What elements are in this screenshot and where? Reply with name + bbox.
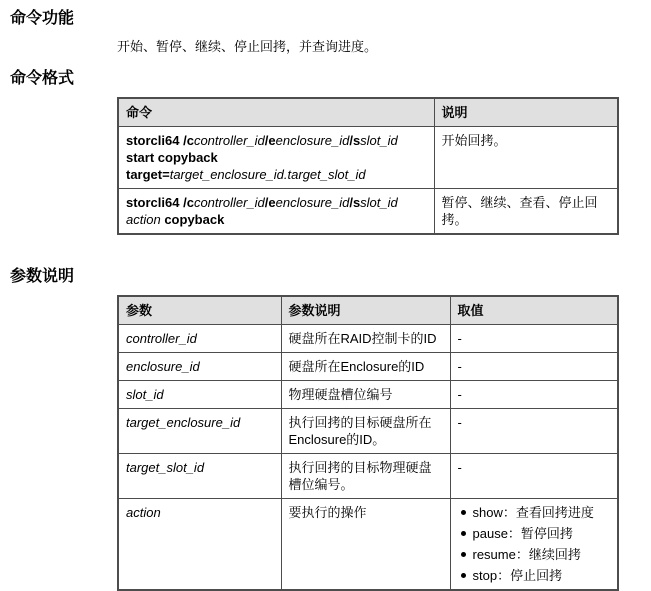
parameter-name-cell: [118, 353, 281, 381]
command-line: [126, 194, 427, 211]
parameter-desc-cell: 物理硬盘槽位编号: [281, 381, 450, 409]
parameter-name-cell: [118, 499, 281, 591]
parameter-desc-cell: 要执行的操作: [281, 499, 450, 591]
command-segment: action: [126, 212, 161, 227]
command-function-text: 开始、暂停、继续、停止回拷，并查询进度。: [117, 39, 378, 54]
command-segment: /e: [264, 195, 276, 210]
parameter-table-body: [118, 325, 618, 591]
command-description-cell: 暂停、继续、查看、停止回拷。: [434, 189, 618, 235]
parameter-value-cell: [450, 499, 618, 591]
parameter-desc-cell: 执行回拷的目标物理硬盘槽位编号。: [281, 454, 450, 499]
parameter-table-row: [118, 325, 618, 353]
parameter-name: action: [126, 505, 161, 520]
command-segment: controller_id: [193, 133, 265, 148]
command-segment: /s: [349, 195, 361, 210]
command-segment: copyback: [164, 212, 225, 227]
command-cell: [118, 127, 434, 189]
parameter-name: controller_id: [126, 331, 197, 346]
value-list-item: resume：继续回拷: [458, 546, 611, 563]
parameter-value-cell: -: [450, 381, 618, 409]
command-segment: enclosure_id: [275, 133, 350, 148]
parameter-name-cell: [118, 454, 281, 499]
command-segment: storcli64 /c: [126, 195, 194, 210]
command-cell: [118, 189, 434, 235]
parameter-desc-cell: 执行回拷的目标硬盘所在Enclosure的ID。: [281, 409, 450, 454]
parameter-value-cell: -: [450, 353, 618, 381]
command-table-row: [118, 189, 618, 235]
section-heading-parameter-description: 参数说明: [10, 268, 75, 285]
command-segment: /e: [264, 133, 276, 148]
command-segment: start copyback: [126, 150, 218, 165]
parameter-value-cell: -: [450, 409, 618, 454]
command-table-header-description: 说明: [434, 98, 618, 127]
parameter-value-cell: -: [450, 325, 618, 353]
command-table-header-command: 命令: [118, 98, 434, 127]
command-segment: target=: [126, 167, 170, 182]
command-segment: slot_id: [360, 133, 398, 148]
parameter-name-cell: [118, 381, 281, 409]
parameter-name-cell: [118, 409, 281, 454]
command-segment: enclosure_id: [275, 195, 350, 210]
command-line: [126, 149, 427, 166]
command-segment: storcli64 /c: [126, 133, 194, 148]
value-list-item: show：查看回拷进度: [458, 504, 611, 521]
command-line: [126, 132, 427, 149]
parameter-table-row: [118, 353, 618, 381]
parameter-name-cell: [118, 325, 281, 353]
command-line: [126, 211, 427, 228]
parameter-name: enclosure_id: [126, 359, 200, 374]
parameter-desc-cell: 硬盘所在RAID控制卡的ID: [281, 325, 450, 353]
command-segment: slot_id: [360, 195, 398, 210]
parameter-desc-cell: 硬盘所在Enclosure的ID: [281, 353, 450, 381]
parameter-table-header-row: [118, 296, 618, 325]
parameter-name: target_slot_id: [126, 460, 205, 475]
parameter-table-header-param: 参数: [118, 296, 281, 325]
value-list-item: stop：停止回拷: [458, 567, 611, 584]
value-list-item: pause：暂停回拷: [458, 525, 611, 542]
command-table-header-row: [118, 98, 618, 127]
parameter-table-header-value: 取值: [450, 296, 618, 325]
command-table-row: [118, 127, 618, 189]
parameter-table-row: [118, 499, 618, 591]
parameter-table-row: [118, 454, 618, 499]
value-list: [458, 504, 611, 584]
parameter-table-row: [118, 381, 618, 409]
command-segment: /s: [349, 133, 361, 148]
parameter-table-header-desc: 参数说明: [281, 296, 450, 325]
command-description-cell: 开始回拷。: [434, 127, 618, 189]
command-line: [126, 166, 427, 183]
command-segment: target_enclosure_id.target_slot_id: [169, 167, 366, 182]
parameter-value-cell: -: [450, 454, 618, 499]
section-heading-command-function: 命令功能: [10, 10, 75, 27]
command-table: [117, 97, 619, 235]
command-table-body: [118, 127, 618, 235]
parameter-name: target_enclosure_id: [126, 415, 241, 430]
parameter-table-row: [118, 409, 618, 454]
parameter-table: [117, 295, 619, 591]
command-segment: controller_id: [193, 195, 265, 210]
parameter-name: slot_id: [126, 387, 164, 402]
section-heading-command-format: 命令格式: [10, 70, 75, 87]
